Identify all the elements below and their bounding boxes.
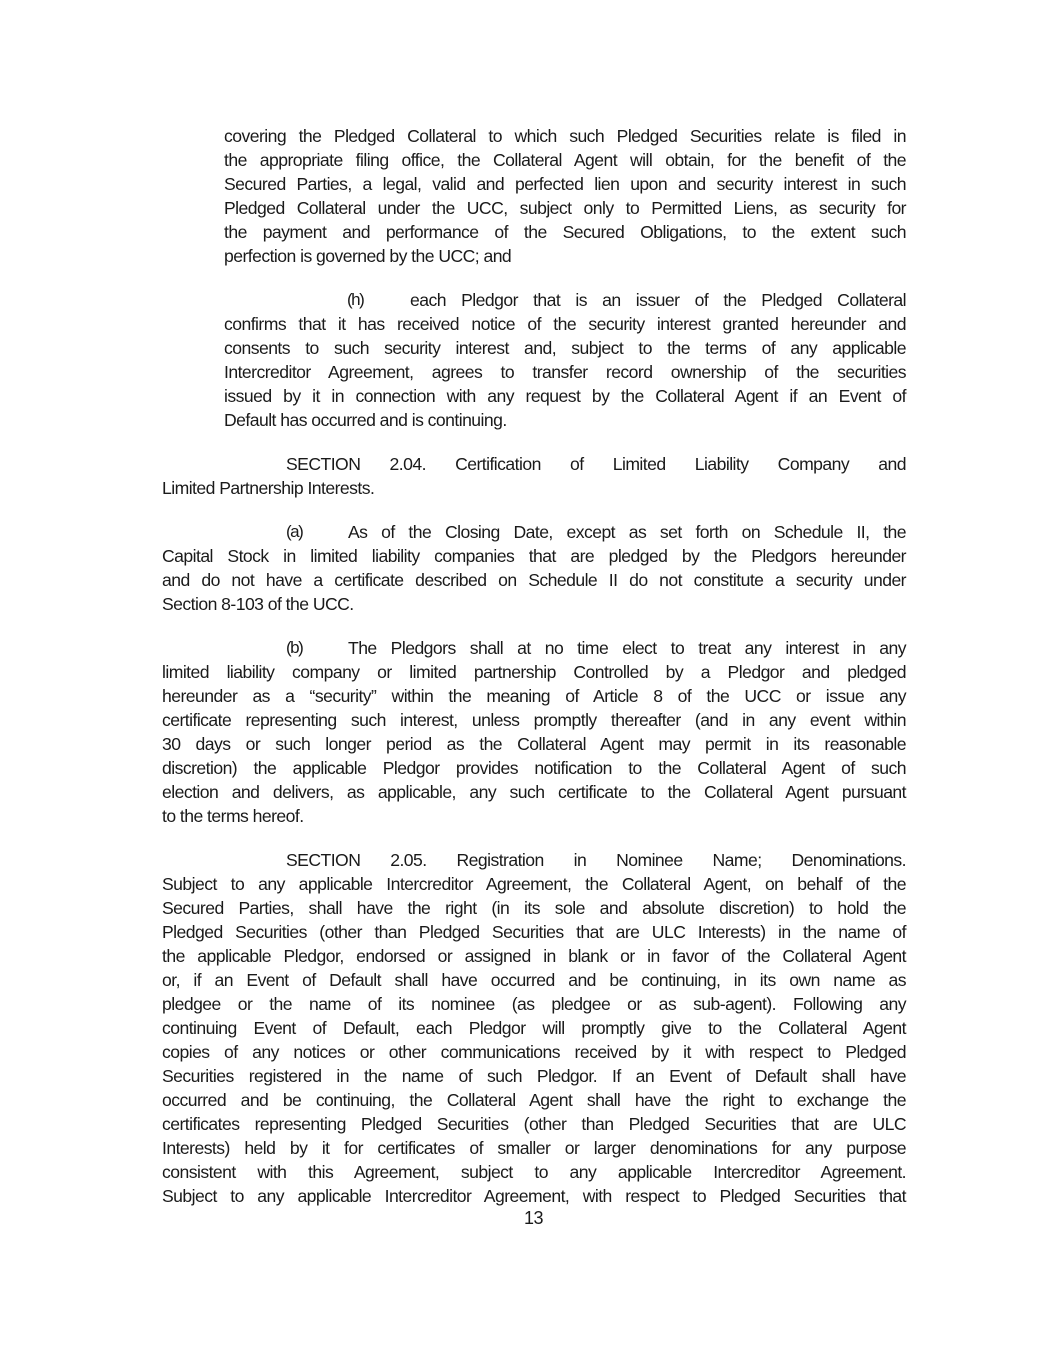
- page-number: 13: [523, 1208, 544, 1228]
- text-line: Capital Stock in limited liability companies that are pledged by the Pledgors hereunder: [162, 546, 906, 566]
- text-line: Subject to any applicable Intercreditor Agreement, with respect to Pledged Securities that: [162, 1186, 906, 1206]
- section-heading-line: SECTION 2.05. Registration in Nominee Name; Denominations.: [286, 850, 906, 870]
- text-line: consents to such security interest and, subject to the terms of any applicable: [224, 338, 906, 358]
- text-line: occurred and be continuing, the Collateral Agent shall have the right to exchange the: [162, 1090, 906, 1110]
- text-line: Intercreditor Agreement, agrees to transfer record ownership of the securities: [224, 362, 906, 382]
- text-line: pledgee or the name of its nominee (as pledgee or as sub-agent). Following any: [162, 994, 906, 1014]
- text-line: copies of any notices or other communications received by it with respect to Pledged: [162, 1042, 906, 1062]
- text-line: Subject to any applicable Intercreditor Agreement, the Collateral Agent, on behalf of the: [162, 874, 906, 894]
- text-line: certificates representing Pledged Securities (other than Pledged Securities that are ULC: [162, 1114, 906, 1134]
- text-line: and do not have a certificate described on Schedule II do not constitute a security under: [162, 570, 906, 590]
- section-heading-line: SECTION 2.04. Certification of Limited Liability Company and: [286, 454, 906, 474]
- text-line: discretion) the applicable Pledgor provides notification to the Collateral Agent of such: [162, 758, 906, 778]
- clause-label: (h): [347, 290, 364, 309]
- text-line: confirms that it has received notice of the security interest granted hereunder and: [224, 314, 906, 334]
- text-line: covering the Pledged Collateral to which such Pledged Securities relate is filed in: [224, 126, 906, 146]
- text-line: Section 8-103 of the UCC.: [162, 594, 354, 614]
- text-line: Securities registered in the name of such Pledgor. If an Event of Default shall have: [162, 1066, 906, 1086]
- text-line: limited liability company or limited partnership Controlled by a Pledgor and pledged: [162, 662, 906, 682]
- text-line: each Pledgor that is an issuer of the Pledged Collateral: [410, 290, 906, 310]
- text-line: the payment and performance of the Secured Obligations, to the extent such: [224, 222, 906, 242]
- clause-label: (b): [286, 638, 303, 657]
- text-line: election and delivers, as applicable, any such certificate to the Collateral Agent pursuant: [162, 782, 906, 802]
- text-line: Secured Parties, shall have the right (in its sole and absolute discretion) to hold the: [162, 898, 906, 918]
- text-line: Secured Parties, a legal, valid and perfected lien upon and security interest in such: [224, 174, 906, 194]
- text-line: The Pledgors shall at no time elect to treat any interest in any: [348, 638, 906, 658]
- section-heading-line: Limited Partnership Interests.: [162, 478, 375, 498]
- text-line: continuing Event of Default, each Pledgor will promptly give to the Collateral Agent: [162, 1018, 906, 1038]
- text-line: Pledged Securities (other than Pledged Securities that are ULC Interests) in the name of: [162, 922, 906, 942]
- text-line: As of the Closing Date, except as set forth on Schedule II, the: [348, 522, 906, 542]
- text-line: Interests) held by it for certificates of smaller or larger denominations for any purpose: [162, 1138, 906, 1158]
- text-line: the applicable Pledgor, endorsed or assigned in blank or in favor of the Collateral Agent: [162, 946, 906, 966]
- text-line: certificate representing such interest, unless promptly thereafter (and in any event within: [162, 710, 906, 730]
- text-line: Pledged Collateral under the UCC, subject only to Permitted Liens, as security for: [224, 198, 906, 218]
- clause-label: (a): [286, 522, 303, 541]
- text-line: hereunder as a “security” within the meaning of Article 8 of the UCC or issue any: [162, 686, 906, 706]
- text-line: the appropriate filing office, the Collateral Agent will obtain, for the benefit of the: [224, 150, 906, 170]
- text-line: perfection is governed by the UCC; and: [224, 246, 512, 266]
- text-line: 30 days or such longer period as the Collateral Agent may permit in its reasonable: [162, 734, 906, 754]
- text-line: to the terms hereof.: [162, 806, 304, 826]
- text-line: or, if an Event of Default shall have occurred and be continuing, in its own name as: [162, 970, 906, 990]
- text-line: Default has occurred and is continuing.: [224, 410, 507, 430]
- text-line: issued by it in connection with any request by the Collateral Agent if an Event of: [224, 386, 906, 406]
- text-line: consistent with this Agreement, subject to any applicable Intercreditor Agreement.: [162, 1162, 906, 1182]
